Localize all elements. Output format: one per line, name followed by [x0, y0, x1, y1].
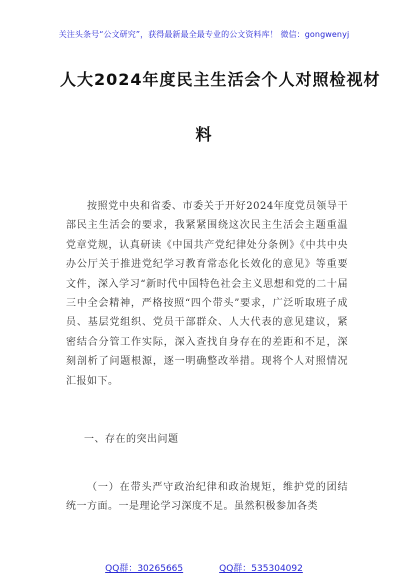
- section-heading: 一、存在的突出问题: [84, 434, 179, 445]
- intro-paragraph: 按照党中央和省委、市委关于开好2024年度党员领导干部民主生活会的要求，我紧紧围绕这次民主生活会主题重温党章党规，认真研读《中国共产党纪律处分条例》《中共中央办公厅关于推进党纪学习教育常态化长效化的意见》等重要文件，深入学习“新时代中国特色社会主义思想和党的二十届三中全会精神，严格按照“四个带头”要求，广泛听取班子成员、基层党组织、党员干部群众、人大代表的意见建议，紧密结合分管工作实际，深入查找自身存在的差距和不足，深刻剖析了问题根源，逐一明确整改举措。现将个人对照情况汇报如下。: [66, 201, 348, 387]
- footer-qq-group-1[interactable]: QQ群：30265665: [105, 564, 184, 574]
- header-promo-note: 关注头条号“公文研究”，获得最新最全最专业的公文资料库！ 微信：gongwenyj: [58, 30, 350, 39]
- body-paragraph: （一）在带头严守政治纪律和政治规矩，维护党的团结统一方面。一是理论学习深度不足。虽然积极参加各类: [66, 482, 348, 513]
- footer-qq-group-2[interactable]: QQ群：535304092: [219, 564, 303, 574]
- footer-contact: [0, 561, 408, 574]
- document-title-line-2: 料: [195, 125, 213, 144]
- document-title-line-1: 人大2024年度民主生活会个人对照检视材: [60, 70, 381, 89]
